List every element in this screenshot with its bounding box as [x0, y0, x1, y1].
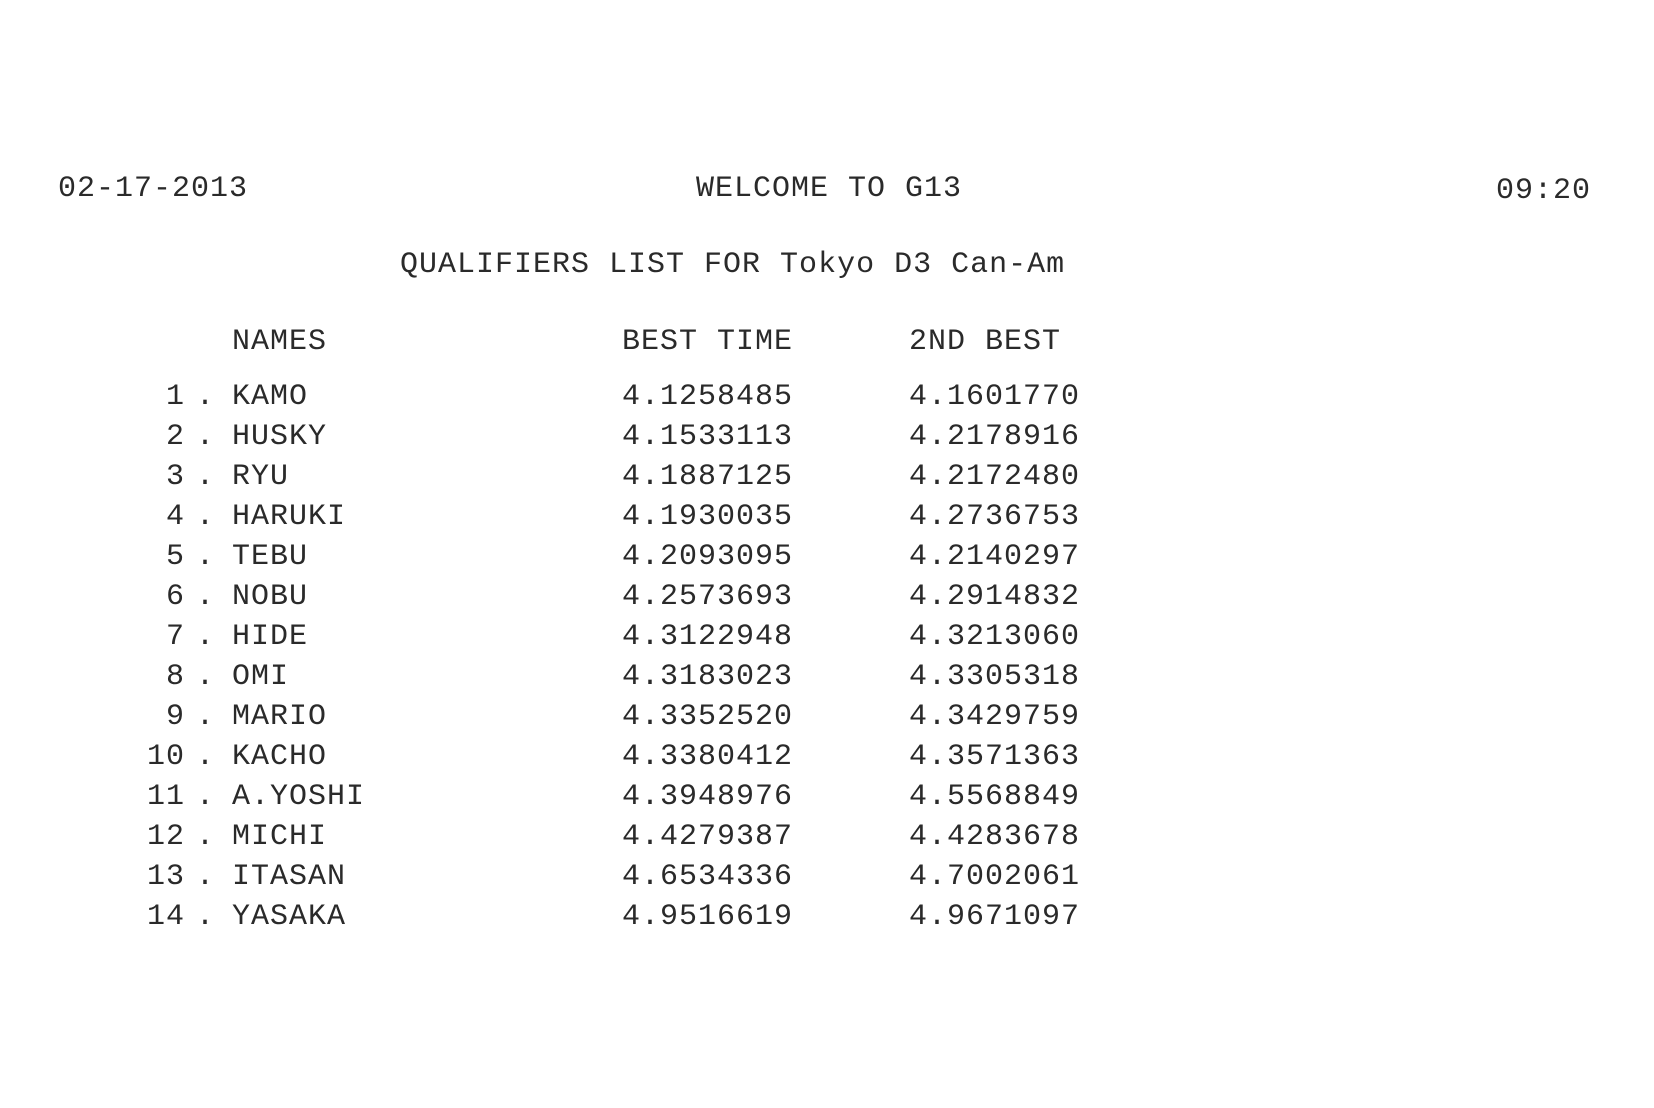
- racer-name: HUSKY: [232, 420, 328, 454]
- rank-separator: .: [196, 700, 216, 734]
- second-best-time: 4.9671097: [909, 900, 1081, 934]
- racer-name: HARUKI: [232, 500, 347, 534]
- rank-separator: .: [196, 420, 216, 454]
- table-row: [0, 580, 1654, 620]
- second-best-time: 4.2914832: [909, 580, 1081, 614]
- rank-number: 8: [165, 660, 185, 694]
- rank-separator: .: [196, 780, 216, 814]
- best-time: 4.3948976: [622, 780, 794, 814]
- table-row: [0, 500, 1654, 540]
- racer-name: MARIO: [232, 700, 328, 734]
- second-best-time: 4.2172480: [909, 460, 1081, 494]
- racer-name: YASAKA: [232, 900, 347, 934]
- rank-number: 10: [146, 740, 185, 774]
- racer-name: KAMO: [232, 380, 309, 414]
- best-time: 4.1258485: [622, 380, 794, 414]
- best-time: 4.4279387: [622, 820, 794, 854]
- rank-number: 14: [146, 900, 185, 934]
- rank-number: 7: [165, 620, 185, 654]
- second-best-time: 4.3213060: [909, 620, 1081, 654]
- racer-name: A.YOSHI: [232, 780, 366, 814]
- table-row: [0, 380, 1654, 420]
- qualifiers-list-title: QUALIFIERS LIST FOR Tokyo D3 Can-Am: [400, 248, 1066, 282]
- racer-name: NOBU: [232, 580, 309, 614]
- rank-separator: .: [196, 460, 216, 494]
- rank-separator: .: [196, 820, 216, 854]
- rank-separator: .: [196, 540, 216, 574]
- racer-name: KACHO: [232, 740, 328, 774]
- best-time: 4.1533113: [622, 420, 794, 454]
- best-time: 4.3122948: [622, 620, 794, 654]
- table-row: [0, 420, 1654, 460]
- rank-number: 4: [165, 500, 185, 534]
- second-best-time: 4.3429759: [909, 700, 1081, 734]
- column-header-best-time: BEST TIME: [622, 325, 794, 359]
- report-time: 09:20: [1496, 174, 1592, 208]
- table-row: [0, 740, 1654, 780]
- table-row: [0, 700, 1654, 740]
- table-row: [0, 660, 1654, 700]
- rank-number: 6: [165, 580, 185, 614]
- rank-number: 3: [165, 460, 185, 494]
- racer-name: RYU: [232, 460, 290, 494]
- column-header-2nd-best: 2ND BEST: [909, 325, 1062, 359]
- second-best-time: 4.2140297: [909, 540, 1081, 574]
- rank-separator: .: [196, 860, 216, 894]
- second-best-time: 4.4283678: [909, 820, 1081, 854]
- table-row: [0, 460, 1654, 500]
- table-row: [0, 780, 1654, 820]
- best-time: 4.2093095: [622, 540, 794, 574]
- rank-separator: .: [196, 500, 216, 534]
- table-row: [0, 900, 1654, 940]
- rank-separator: .: [196, 380, 216, 414]
- rank-number: 9: [165, 700, 185, 734]
- rank-separator: .: [196, 660, 216, 694]
- table-row: [0, 620, 1654, 660]
- rank-number: 5: [165, 540, 185, 574]
- rank-number: 1: [165, 380, 185, 414]
- second-best-time: 4.3571363: [909, 740, 1081, 774]
- welcome-title: WELCOME TO G13: [696, 172, 963, 206]
- rank-number: 12: [146, 820, 185, 854]
- table-row: [0, 860, 1654, 900]
- rank-separator: .: [196, 900, 216, 934]
- rank-separator: .: [196, 620, 216, 654]
- second-best-time: 4.2178916: [909, 420, 1081, 454]
- racer-name: HIDE: [232, 620, 309, 654]
- best-time: 4.1930035: [622, 500, 794, 534]
- second-best-time: 4.7002061: [909, 860, 1081, 894]
- racer-name: OMI: [232, 660, 290, 694]
- best-time: 4.3380412: [622, 740, 794, 774]
- best-time: 4.3183023: [622, 660, 794, 694]
- racer-name: MICHI: [232, 820, 328, 854]
- second-best-time: 4.2736753: [909, 500, 1081, 534]
- racer-name: TEBU: [232, 540, 309, 574]
- rank-separator: .: [196, 580, 216, 614]
- best-time: 4.1887125: [622, 460, 794, 494]
- racer-name: ITASAN: [232, 860, 347, 894]
- best-time: 4.9516619: [622, 900, 794, 934]
- column-header-names: NAMES: [232, 325, 328, 359]
- rank-number: 11: [146, 780, 185, 814]
- rank-number: 2: [165, 420, 185, 454]
- rank-number: 13: [146, 860, 185, 894]
- report-date: 02-17-2013: [58, 172, 249, 206]
- table-row: [0, 820, 1654, 860]
- second-best-time: 4.1601770: [909, 380, 1081, 414]
- rank-separator: .: [196, 740, 216, 774]
- table-row: [0, 540, 1654, 580]
- best-time: 4.6534336: [622, 860, 794, 894]
- best-time: 4.3352520: [622, 700, 794, 734]
- second-best-time: 4.5568849: [909, 780, 1081, 814]
- second-best-time: 4.3305318: [909, 660, 1081, 694]
- qualifiers-table: [0, 380, 1654, 940]
- best-time: 4.2573693: [622, 580, 794, 614]
